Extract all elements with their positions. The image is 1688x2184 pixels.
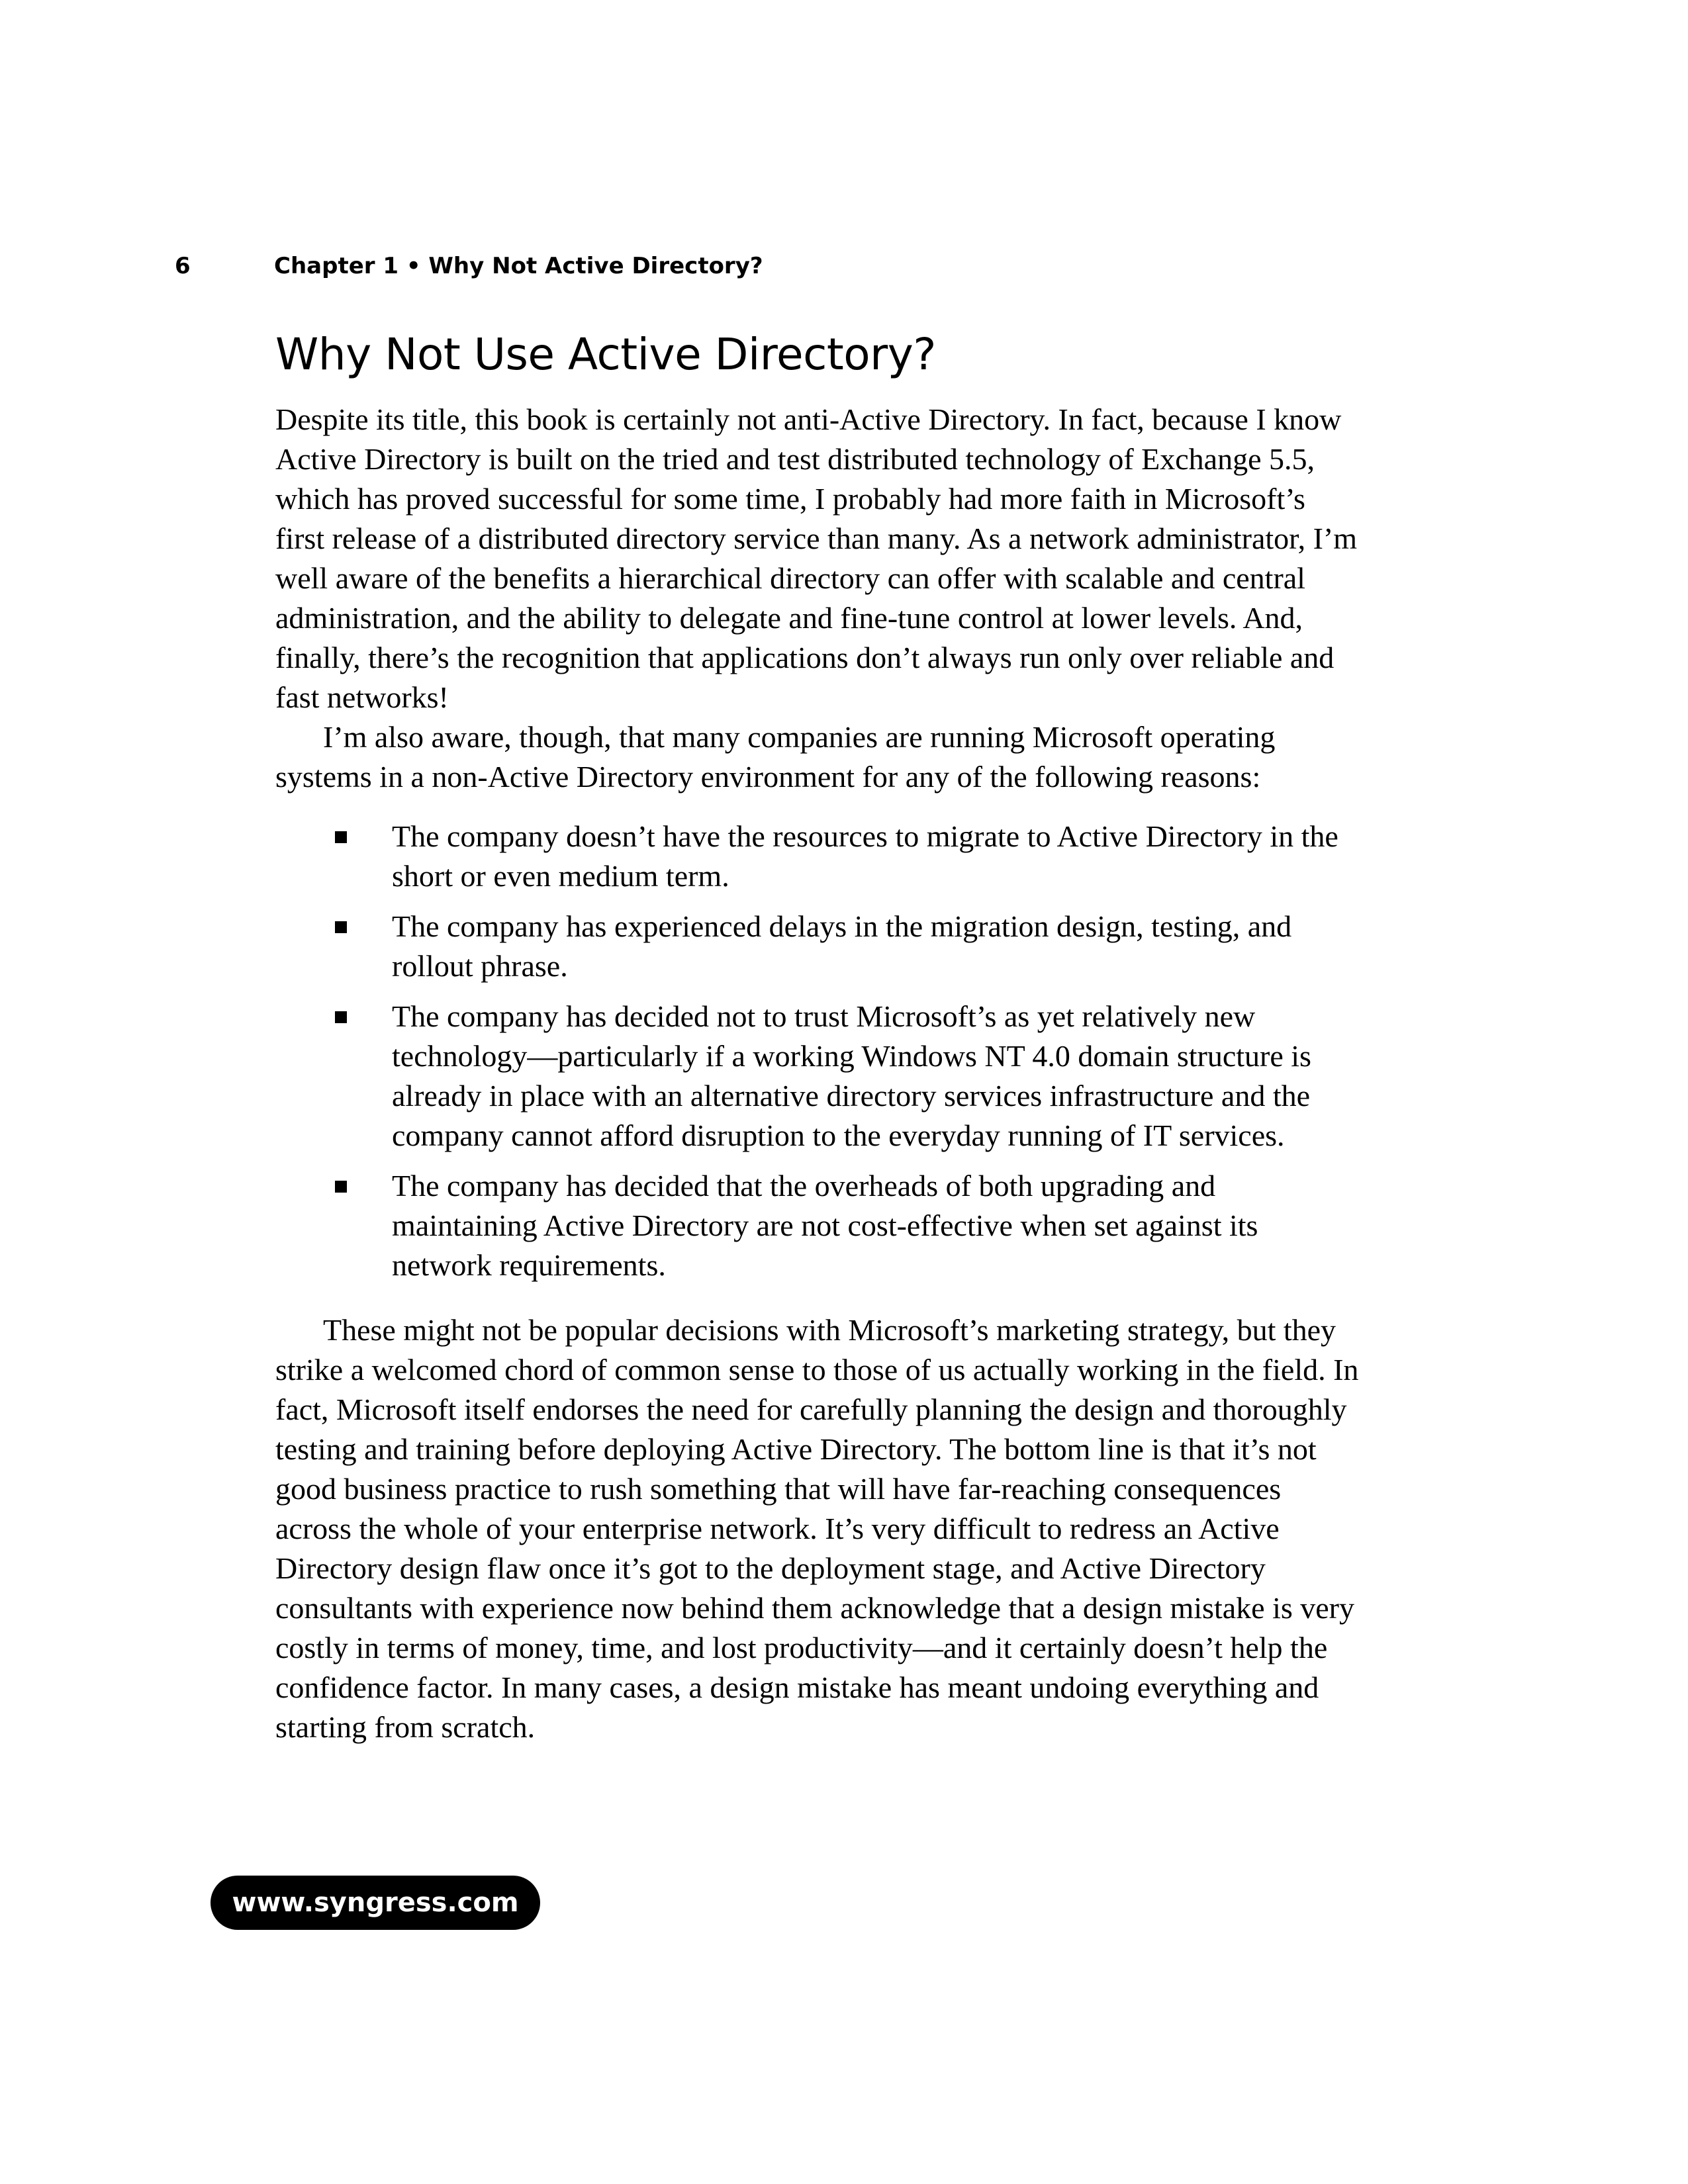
square-bullet-icon — [335, 921, 347, 933]
body-paragraph-3: These might not be popular decisions with Microsoft’s marketing strategy, but they strike a welcomed chord of common sense to those of us actually working in the field. In fact, Microsoft itself endorses the need for carefully planning the design and thoroughly testing and training before deploying Active Directory. The bottom line is that it’s not good business practice to rush something that will have far-reaching consequences across the whole of your enterprise network. It’s very difficult to redress an Active Directory design flaw once it’s got to the deployment stage, and Active Directory consultants with experience now behind them acknowledge that a design mistake is very costly in terms of money, time, and lost productivity—and it certainly doesn’t help the confidence factor. In many cases, a design mistake has meant undoing everything and starting from scratch. — [275, 1313, 1359, 1744]
list-item-text: The company has decided not to trust Microsoft’s as yet relatively new technology—particularly if a working Windows NT 4.0 domain structure is already in place with an alternative directory services infrastructure and the company cannot afford disruption to the everyday running of IT services. — [392, 999, 1311, 1152]
list-item — [392, 907, 1361, 986]
page-number: 6 — [175, 253, 191, 279]
page-content — [275, 323, 1361, 1747]
square-bullet-icon — [335, 831, 347, 843]
body-paragraph-2: I’m also aware, though, that many companies are running Microsoft operating systems in a non-Active Directory environment for any of the following reasons: — [275, 720, 1276, 794]
list-item — [392, 817, 1361, 896]
chapter-title: Chapter 1 • Why Not Active Directory? — [274, 253, 763, 279]
list-item — [392, 1166, 1361, 1285]
reasons-list — [275, 817, 1361, 1285]
list-item-text: The company has experienced delays in the migration design, testing, and rollout phrase. — [392, 909, 1292, 983]
square-bullet-icon — [335, 1011, 347, 1023]
body-paragraph-1: Despite its title, this book is certainly not anti-Active Directory. In fact, because I know Active Directory is built on the tried and test distributed technology of Exchange 5.5, which has proved successful for some time, I probably had more faith in Microsoft’s first release of a distributed directory service than many. As a network administrator, I’m well aware of the benefits a hierarchical directory can offer with scalable and central administration, and the ability to delegate and fine-tune control at lower levels. And, finally, there’s the recognition that applications don’t always run only over reliable and fast networks! — [275, 402, 1358, 714]
website-badge: www.syngress.com — [211, 1876, 540, 1930]
square-bullet-icon — [335, 1181, 347, 1193]
section-heading: Why Not Use Active Directory? — [275, 329, 936, 380]
list-item — [392, 997, 1361, 1156]
list-item-text: The company doesn’t have the resources to migrate to Active Directory in the short or even medium term. — [392, 819, 1338, 893]
list-item-text: The company has decided that the overheads of both upgrading and maintaining Active Directory are not cost-effective when set against its network requirements. — [392, 1169, 1258, 1282]
